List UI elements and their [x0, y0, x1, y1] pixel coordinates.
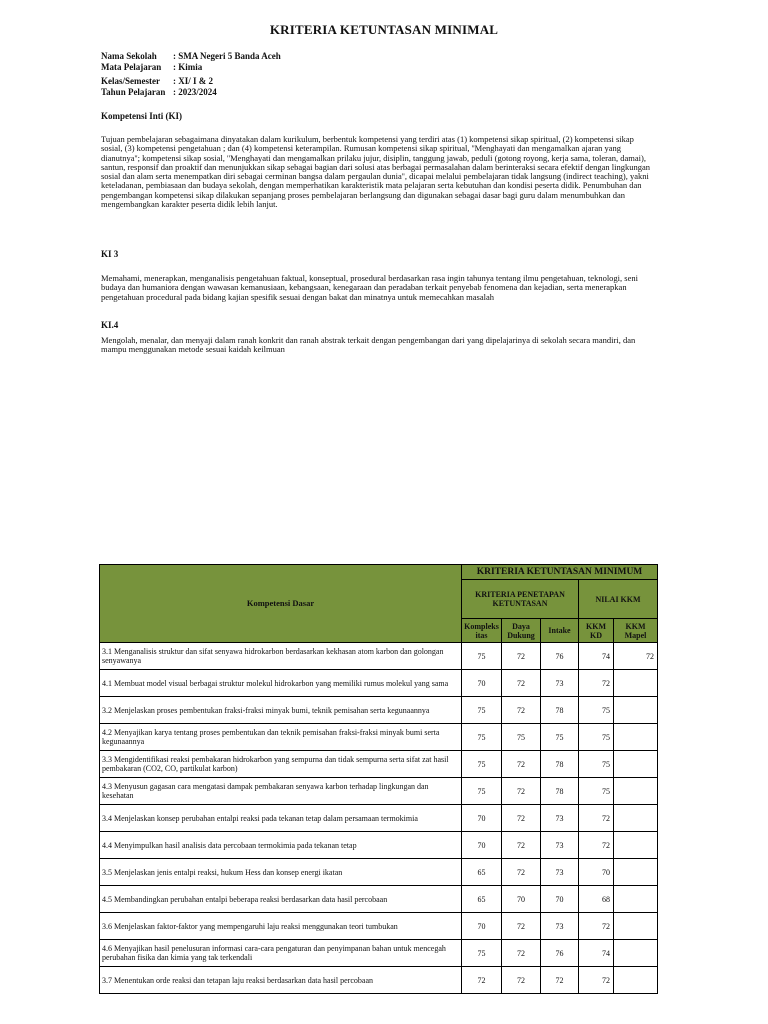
kkm-mapel-cell: [614, 859, 658, 886]
kd-cell: 4.3 Menyusun gagasan cara mengatasi dampak pembakaran senyawa karbon terhadap lingkungan dan kesehatan: [100, 778, 462, 805]
daya-dukung-cell: 72: [502, 778, 541, 805]
meta-label: Nama Sekolah: [101, 51, 157, 61]
kd-cell: 4.6 Menyajikan hasil penelusuran informasi cara-cara pengaturan dan penyimpanan bahan untuk mencegah perubahan fisika dan kimia yang tak terkendali: [100, 940, 462, 967]
kd-cell: 3.6 Menjelaskan faktor-faktor yang mempengaruhi laju reaksi menggunakan teori tumbukan: [100, 913, 462, 940]
table-row: [100, 751, 658, 778]
intake-cell: 70: [541, 886, 579, 913]
kkm-kd-cell: 72: [579, 832, 614, 859]
meta-subject: [101, 62, 202, 73]
kd-cell: 4.2 Menyajikan karya tentang proses pembentukan dan teknik pemisahan fraksi-fraksi minyak bumi serta kegunaannya: [100, 724, 462, 751]
table-row: [100, 913, 658, 940]
kd-cell: 3.1 Menganalisis struktur dan sifat senyawa hidrokarbon berdasarkan kekhasan atom karbon dan golongan senyawanya: [100, 643, 462, 670]
kompleksitas-cell: 72: [462, 967, 502, 994]
table-row: [100, 886, 658, 913]
daya-dukung-cell: 75: [502, 724, 541, 751]
kompleksitas-cell: 75: [462, 643, 502, 670]
ki3-paragraph: Memahami, menerapkan, menganalisis pengetahuan faktual, konseptual, prosedural berdasarkan rasa ingin tahunya tentang ilmu pengetahuan, teknologi, seni budaya dan humaniora dengan wawasan kemanusiaan, kebangsaan, kenegaraan dan peradaban terkait penyebab fenomena dan kejadian, serta menerapkan pengetahuan procedural pada bidang kajian spesifik sesuai dengan bakat dan minatnya untuk memecahkan masalah: [101, 273, 638, 302]
ki3-heading: KI 3: [101, 249, 119, 259]
intake-cell: 76: [541, 940, 579, 967]
meta-label: Tahun Pelajaran: [101, 87, 166, 97]
header-kompetensi-dasar: Kompetensi Dasar: [100, 565, 462, 643]
table-row: [100, 697, 658, 724]
col-kompleksitas: Kompleks itas: [462, 619, 502, 643]
kkm-mapel-cell: [614, 778, 658, 805]
kompleksitas-cell: 70: [462, 832, 502, 859]
kkm-kd-cell: 72: [579, 670, 614, 697]
intake-cell: 73: [541, 859, 579, 886]
kkm-kd-cell: 75: [579, 751, 614, 778]
kkm-mapel-cell: [614, 913, 658, 940]
meta-value: : 2023/2024: [173, 87, 217, 97]
ki4-paragraph: Mengolah, menalar, dan menyaji dalam ranah konkrit dan ranah abstrak terkait dengan pengembangan dari yang dipelajarinya di sekolah secara mandiri, dan mampu menggunakan metode sesuai kaidah keilmuan: [101, 335, 636, 355]
meta-value: : XI/ I & 2: [173, 76, 213, 86]
kd-cell: 3.2 Menjelaskan proses pembentukan fraksi-fraksi minyak bumi, teknik pemisahan serta kegunaannya: [100, 697, 462, 724]
intake-cell: 78: [541, 697, 579, 724]
kkm-mapel-cell: [614, 805, 658, 832]
daya-dukung-cell: 72: [502, 751, 541, 778]
kompleksitas-cell: 75: [462, 724, 502, 751]
kkm-table: [99, 564, 658, 994]
meta-value: : SMA Negeri 5 Banda Aceh: [173, 51, 281, 61]
daya-dukung-cell: 72: [502, 805, 541, 832]
table-row: [100, 670, 658, 697]
kkm-mapel-cell: [614, 724, 658, 751]
kd-cell: 3.3 Mengidentifikasi reaksi pembakaran hidrokarbon yang sempurna dan tidak sempurna serta sifat zat hasil pembakaran (CO2, CO, partikulat karbon): [100, 751, 462, 778]
kkm-kd-cell: 72: [579, 805, 614, 832]
kkm-mapel-cell: [614, 967, 658, 994]
col-daya-dukung: Daya Dukung: [502, 619, 541, 643]
daya-dukung-cell: 72: [502, 967, 541, 994]
daya-dukung-cell: 72: [502, 859, 541, 886]
kompleksitas-cell: 70: [462, 670, 502, 697]
table-row: [100, 778, 658, 805]
kkm-kd-cell: 72: [579, 913, 614, 940]
kompleksitas-cell: 75: [462, 697, 502, 724]
kompleksitas-cell: 70: [462, 805, 502, 832]
kkm-kd-cell: 72: [579, 967, 614, 994]
table-row: [100, 832, 658, 859]
daya-dukung-cell: 72: [502, 832, 541, 859]
ki-paragraph: Tujuan pembelajaran sebagaimana dinyatakan dalam kurikulum, berbentuk kompetensi yang terdiri atas (1) kompetensi sikap spiritual, (2) kompetensi sikap sosial, (3) kompetensi pengetahuan ; dan (4) kompetensi keterampilan. Rumusan kompetensi sikap spiritual, ''Menghayati dan mengamalkan ajaran yang dianutnya''; kompetensi sikap sosial, ''Menghayati dan mengamalkan prilaku jujur, disiplin, tanggung jawab, peduli (gotong royong, kerja sama, toleran, damai), santun, responsif dan proaktif dan menunjukkan sikap sebagai bagian dari solusi atas berbagai permasalahan dalam berinteraksi secara efektif dengan lingkungan sosial dan alam serta menempatkan diri sebagai cerminan bangsa dalam pergaulan dunia'', dicapai melalui pembelajaran tidak langsung (indirect teaching), yakni keteladanan, pembiasaan dan budaya sekolah, dengan memperhatikan karakteristik mata pelajaran serta kebutuhan dan kondisi peserta didik. Penumbuhan dan pengembangan kompetensi sikap dilakukan sepanjang proses pembelajaran berlangsung dan digunakan sebagai dasar bagi guru dalam menumbuhkan dan mengembangkan karakter peserta didik lebih lanjut.: [101, 134, 651, 210]
kompleksitas-cell: 75: [462, 751, 502, 778]
kd-cell: 3.4 Menjelaskan konsep perubahan entalpi reaksi pada tekanan tetap dalam persamaan termokimia: [100, 805, 462, 832]
kompleksitas-cell: 65: [462, 886, 502, 913]
kkm-mapel-cell: 72: [614, 643, 658, 670]
meta-label: Mata Pelajaran: [101, 62, 162, 72]
col-kkm-kd: KKM KD: [579, 619, 614, 643]
kd-cell: 3.5 Menjelaskan jenis entalpi reaksi, hukum Hess dan konsep energi ikatan: [100, 859, 462, 886]
meta-value: : Kimia: [173, 62, 203, 72]
kd-cell: 4.1 Membuat model visual berbagai struktur molekul hidrokarbon yang memiliki rumus molekul yang sama: [100, 670, 462, 697]
kompleksitas-cell: 75: [462, 778, 502, 805]
kkm-kd-cell: 70: [579, 859, 614, 886]
daya-dukung-cell: 70: [502, 886, 541, 913]
kkm-mapel-cell: [614, 886, 658, 913]
kkm-kd-cell: 75: [579, 697, 614, 724]
kompleksitas-cell: 65: [462, 859, 502, 886]
meta-school: [101, 51, 281, 62]
intake-cell: 73: [541, 670, 579, 697]
kd-cell: 3.7 Menentukan orde reaksi dan tetapan laju reaksi berdasarkan data hasil percobaan: [100, 967, 462, 994]
daya-dukung-cell: 72: [502, 913, 541, 940]
intake-cell: 73: [541, 913, 579, 940]
daya-dukung-cell: 72: [502, 940, 541, 967]
kkm-kd-cell: 74: [579, 940, 614, 967]
header-kriteria-penetapan: KRITERIA PENETAPAN KETUNTASAN: [462, 580, 579, 619]
table-row: [100, 859, 658, 886]
ki-heading: Kompetensi Inti (KI): [101, 111, 182, 121]
intake-cell: 76: [541, 643, 579, 670]
kkm-mapel-cell: [614, 751, 658, 778]
kompleksitas-cell: 70: [462, 913, 502, 940]
table-row: [100, 940, 658, 967]
col-kkm-mapel: KKM Mapel: [614, 619, 658, 643]
intake-cell: 73: [541, 832, 579, 859]
kkm-kd-cell: 74: [579, 643, 614, 670]
intake-cell: 75: [541, 724, 579, 751]
col-intake: Intake: [541, 619, 579, 643]
table-row: [100, 724, 658, 751]
table-row: [100, 643, 658, 670]
intake-cell: 78: [541, 778, 579, 805]
table-row: [100, 805, 658, 832]
header-kriteria-ketuntasan-minimum: KRITERIA KETUNTASAN MINIMUM: [462, 565, 658, 580]
kd-cell: 4.4 Menyimpulkan hasil analisis data percobaan termokimia pada tekanan tetap: [100, 832, 462, 859]
header-nilai-kkm: NILAI KKM: [579, 580, 658, 619]
kkm-mapel-cell: [614, 940, 658, 967]
daya-dukung-cell: 72: [502, 670, 541, 697]
kkm-kd-cell: 68: [579, 886, 614, 913]
kkm-mapel-cell: [614, 697, 658, 724]
meta-year: [101, 87, 217, 98]
daya-dukung-cell: 72: [502, 643, 541, 670]
meta-class: [101, 76, 213, 87]
kompleksitas-cell: 75: [462, 940, 502, 967]
document-title: KRITERIA KETUNTASAN MINIMAL: [269, 22, 499, 37]
kd-cell: 4.5 Membandingkan perubahan entalpi beberapa reaksi berdasarkan data hasil percobaan: [100, 886, 462, 913]
intake-cell: 72: [541, 967, 579, 994]
kkm-mapel-cell: [614, 832, 658, 859]
kkm-kd-cell: 75: [579, 778, 614, 805]
intake-cell: 73: [541, 805, 579, 832]
table-row: [100, 967, 658, 994]
meta-label: Kelas/Semester: [101, 76, 160, 86]
ki4-heading: KI.4: [101, 320, 119, 330]
intake-cell: 78: [541, 751, 579, 778]
daya-dukung-cell: 72: [502, 697, 541, 724]
kkm-mapel-cell: [614, 670, 658, 697]
kkm-kd-cell: 75: [579, 724, 614, 751]
